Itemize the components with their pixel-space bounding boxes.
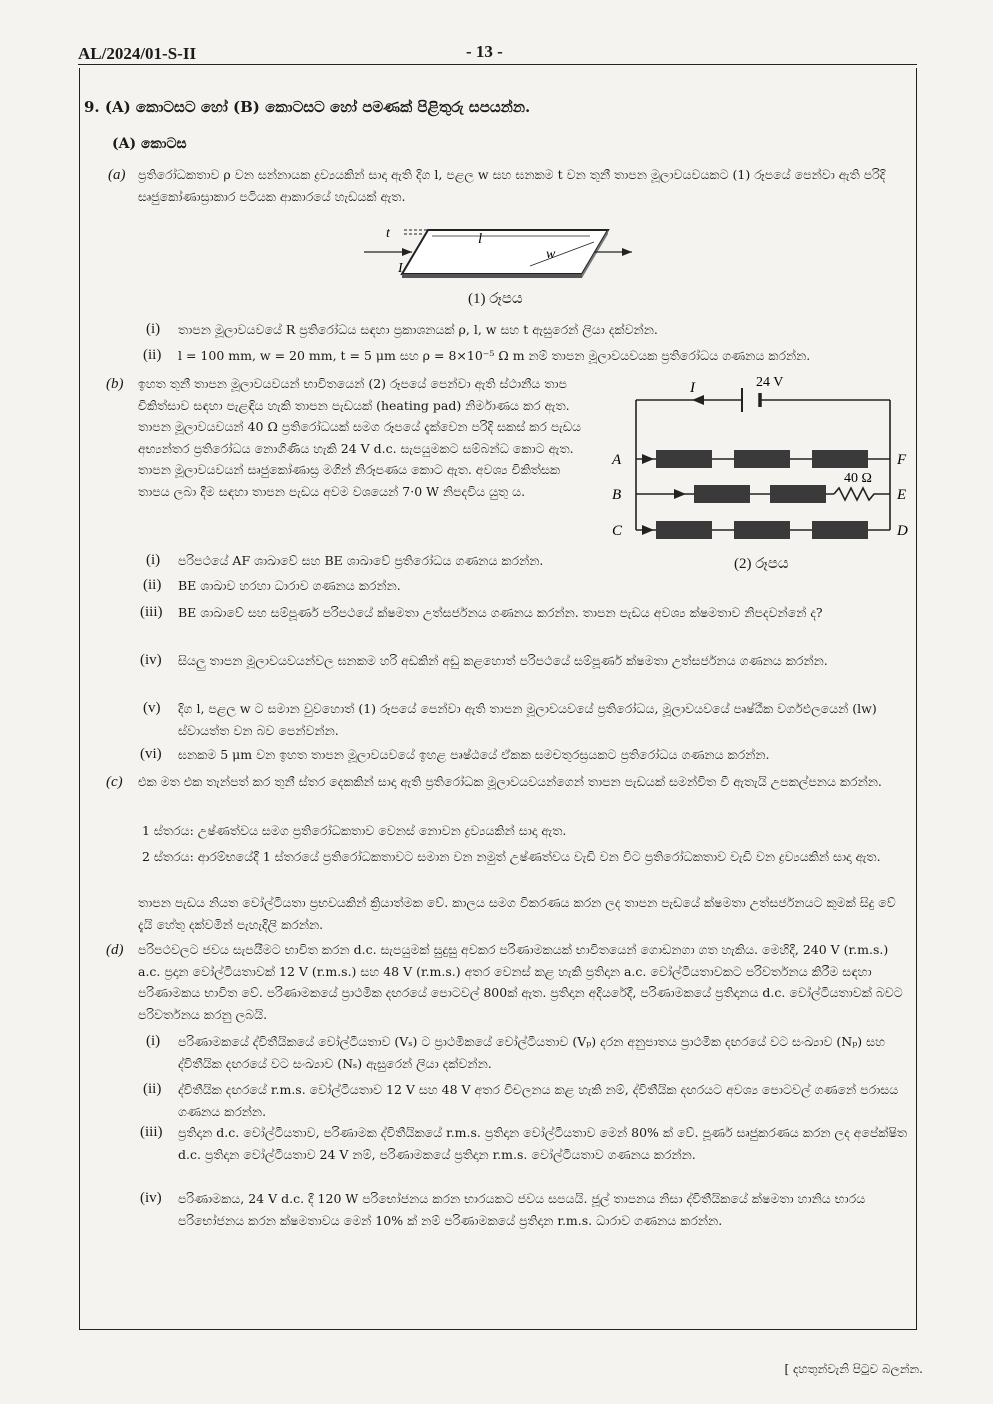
- fig1-w-label: w: [546, 247, 556, 262]
- figure-1-strip: [360, 222, 640, 294]
- b-vi-text: ඝනකම 5 μm වන ඉහත තාපන මූලාවයවයේ ඉහළ පෘෂ්ඨයේ ඒකක සමචතුරස්‍රයකට ප්‍රතිරෝධය ගණනය කරන්න.: [178, 747, 770, 762]
- part-b-label: (b): [106, 376, 124, 392]
- node-c: C: [612, 523, 623, 539]
- part-a-text: ප්‍රතිරෝධකතාව ρ වන සන්නායක ද්‍රව්‍යයකින් සාදා ඇති දිග l, පළල w සහ ඝනකම t වන තුනී තාපන මූලාවයවයකට (1) රූපයේ පෙන්වා ඇති පරිදි සෘජුකෝණාස්‍රාකාර පටියක ආකාරයේ හැඩයක් ඇත.: [138, 167, 886, 204]
- d-i-text: පරිණාමකයේ ද්විතීයිකයේ වෝල්ටීයතාව (Vₛ) ට ප්‍රාථමිකයේ වෝල්ටීයතාව (Vₚ) දරන අනුපාතය ප්‍රාථමික දඟරයේ වට සංඛ්‍යාව (Nₚ) සහ ද්විතීයික දඟරයේ වට සංඛ්‍යාව (Nₛ) ඇසුරෙන් ලියා දක්වන්න.: [178, 1034, 885, 1071]
- d-iii-text: ප්‍රතිදාන d.c. වෝල්ටීයතාව, පරිණාමක ද්විතීයිකයේ r.m.s. ප්‍රතිදාන වෝල්ටීයතාව මෙන් 80% ක් වේ. පූර්ණ සෘජුකරණය කරන ලද අපේක්ෂිත d.c. ප්‍රතිදාන වෝල්ටීයතාව 24 V නම්, පරිණාමකයේ ප්‍රතිදාන r.m.s. වෝල්ටීයතාව ගණනය කරන්න.: [178, 1125, 908, 1162]
- page-number: - 13 -: [466, 42, 503, 61]
- a-ii-num: (ii): [143, 347, 162, 363]
- header-rule: [78, 64, 917, 65]
- part-c-closing: තාපන පැඩය නියත වෝල්ටීයතා ප්‍රභවයකින් ක්‍රියාත්මක වේ. කාලය සමග විකරණය කරන ලද තාපන පැඩයේ ක්ෂමතා උත්සර්ජනයට කුමක් සිදු වේ දැයි හේතු දක්වමින් පැහැදිලි කරන්න.: [138, 895, 896, 932]
- node-f: F: [897, 452, 907, 468]
- fig1-l-label: l: [478, 231, 483, 247]
- a-ii-text: l = 100 mm, w = 20 mm, t = 5 μm සහ ρ = 8×10⁻⁵ Ω m නම් තාපන මූලාවයවයක ප්‍රතිරෝධය ගණනය කරන්න.: [178, 348, 811, 363]
- b-ii-num: (ii): [143, 577, 162, 593]
- node-b: B: [612, 487, 622, 503]
- part-b-text: ඉහත තුනී තාපන මූලාවයවයන් භාවිතයෙන් (2) රූපයේ පෙන්වා ඇති ස්ථානීය තාප චිකිත්සාව සඳහා පැළඳිය හැකි තාපන පැඩයක් (heating pad) නිර්මාණය කර ඇත. තාපන මූලාවයවයන් 40 Ω ප්‍රතිරෝධයක් සමග රූපයේ දැක්වෙන පරිදි සකස් කර පැඩය අභ්‍යන්තර ප්‍රතිරෝධය නොගිණිය හැකි 24 V d.c. සැපයුමකට සම්බන්ධ කොට ඇත. තාපන මූලාවයවයන් සෘජුකෝණාස්‍ර මගින් නිරූපණය කොට ඇත. අවශ්‍ය චිකිත්සක තාපය ලබා දීම සඳහා තාපන පැඩය අවම වශයෙන් 7·0 W නිපදවිය යුතු ය.: [138, 376, 582, 499]
- b-iii-num: (iii): [140, 604, 163, 620]
- part-a-label: (a): [108, 167, 126, 183]
- question-title: 9. (A) කොටසට හෝ (B) කොටසට හෝ පමණක් පිළිතුරු සපයන්න.: [84, 98, 531, 116]
- part-d-label: (d): [106, 942, 124, 958]
- part-c-label: (c): [106, 774, 123, 790]
- part-c-text: එක මත එක තැන්පත් කර තුනී ස්තර දෙකකින් සාදා ඇති ප්‍රතිරෝධක මූලාවයවයන්ගෙන් තාපන පැඩයක් සමන්විත වී ඇතැයි උපකල්පනය කරන්න.: [138, 774, 882, 789]
- d-ii-num: (ii): [143, 1081, 162, 1097]
- next-page-note: [ දහතුන්වැනි පිටුව බලන්න.: [784, 1362, 923, 1376]
- fig2-resistor-label: 40 Ω: [844, 471, 872, 486]
- part-d-text: පරිපථවලට ජවය සැපයීමට භාවිත කරන d.c. සැපයුමක් සුදුසු අවකර පරිණාමකයක් භාවිතයෙන් ගොඩනගා ගත හැකිය. මෙහිදී, 240 V (r.m.s.) a.c. ප්‍රදාන වෝල්ටීයතාවක් 12 V (r.m.s.) සහ 48 V (r.m.s.) අතර වෙනස් කළ හැකි ප්‍රතිදාන a.c. වෝල්ටීයතාවකට පරිවර්තනය කිරීම සඳහා පරිණාමකය භාවිත වේ. පරිණාමකයේ ප්‍රාථමික දඟරයේ පොටවල් 800ක් ඇත. ප්‍රතිදාන අදියරේදී, පරිණාමකයේ ප්‍රතිදානය d.c. වෝල්ටීයතාවක් බවට පරිවර්තනය කරනු ලබයි.: [138, 942, 903, 1022]
- figure-2-caption: (2) රූපය: [734, 556, 789, 572]
- node-d: D: [897, 523, 908, 539]
- a-i-num: (i): [146, 321, 161, 337]
- d-iii-num: (iii): [140, 1124, 163, 1140]
- b-v-num: (v): [143, 700, 161, 716]
- d-ii-text: ද්විතීයික දඟරයේ r.m.s. වෝල්ටීයතාව 12 V සහ 48 V අතර විචලනය කළ හැකි නම්, ද්විතීයික දඟරයට අවශ්‍ය පොටවල් ගණනේ පරාසය ගණනය කරන්න.: [178, 1082, 899, 1119]
- b-vi-num: (vi): [140, 746, 162, 762]
- fig2-voltage-label: 24 V: [756, 375, 784, 390]
- a-i-text: තාපන මූලාවයවයේ R ප්‍රතිරෝධය සඳහා ප්‍රකාශනයක් ρ, l, w සහ t ඇසුරෙන් ලියා දක්වන්න.: [178, 322, 658, 337]
- section-a-heading: (A) කොටස: [112, 136, 187, 152]
- d-i-num: (i): [146, 1033, 161, 1049]
- paper-code: AL/2024/01-S-II: [78, 44, 197, 63]
- fig1-t-label: t: [386, 226, 390, 241]
- b-i-text: පරිපථයේ AF ශාඛාවේ සහ BE ශාඛාවේ ප්‍රතිරෝධය ගණනය කරන්න.: [178, 553, 544, 568]
- b-i-num: (i): [146, 552, 161, 568]
- b-iv-num: (iv): [140, 652, 162, 668]
- figure-1-caption: (1) රූපය: [468, 291, 523, 307]
- b-ii-text: BE ශාඛාව හරහා ධාරාව ගණනය කරන්න.: [178, 578, 401, 593]
- figure-2-circuit: [608, 370, 914, 548]
- fig1-i-label: I: [398, 261, 403, 276]
- b-iv-text: සියලු තාපන මූලාවයවයන්වල ඝනකම හරි අඩකින් අඩු කළහොත් පරිපථයේ සම්පූර්ණ ක්ෂමතා උත්සර්ජනය ගණනය කරන්න.: [178, 653, 828, 668]
- node-a: A: [612, 452, 622, 468]
- fig2-i-label: I: [690, 380, 695, 396]
- d-iv-text: පරිණාමකය, 24 V d.c. දී 120 W පරිභෝජනය කරන භාරයකට ජවය සපයයි. ජූල් තාපනය නිසා ද්විතීයිකයේ ක්ෂමතා හානිය භාරය පරිභෝජනය කරන ක්ෂමතාවය මෙන් 10% ක් නම් පරිණාමකයේ ප්‍රතිදාන r.m.s. ධාරාව ගණනය කරන්න.: [178, 1191, 866, 1228]
- layer-1-text: 1 ස්තරය: උෂ්ණත්වය සමග ප්‍රතිරෝධකතාව වෙනස් නොවන ද්‍රව්‍යයකින් සාදා ඇත.: [142, 823, 567, 838]
- b-v-text: දිග l, පළල w ට සමාන වුවහොත් (1) රූපයේ පෙන්වා ඇති තාපන මූලාවයවයේ ප්‍රතිරෝධය, මූලාවයවයේ පෘෂ්ඨීක වර්ගඵලයෙන් (lw) ස්වායත්ත වන බව පෙන්වන්න.: [178, 701, 877, 738]
- d-iv-num: (iv): [140, 1190, 162, 1206]
- b-iii-text: BE ශාඛාවේ සහ සම්පූර්ණ පරිපථයේ ක්ෂමතා උත්සර්ජනය ගණනය කරන්න. තාපන පැඩය අවශ්‍ය ක්ෂමතාව නිපදවන්නේ ද?: [178, 605, 823, 620]
- node-e: E: [897, 487, 907, 503]
- layer-2-text: 2 ස්තරය: ආරම්භයේදී 1 ස්තරයේ ප්‍රතිරෝධකතාවට සමාන වන නමුත් උෂ්ණත්වය වැඩි වන විට ප්‍රතිරෝධකතාව වැඩි වන ද්‍රව්‍යයකින් සාදා ඇත.: [142, 849, 881, 864]
